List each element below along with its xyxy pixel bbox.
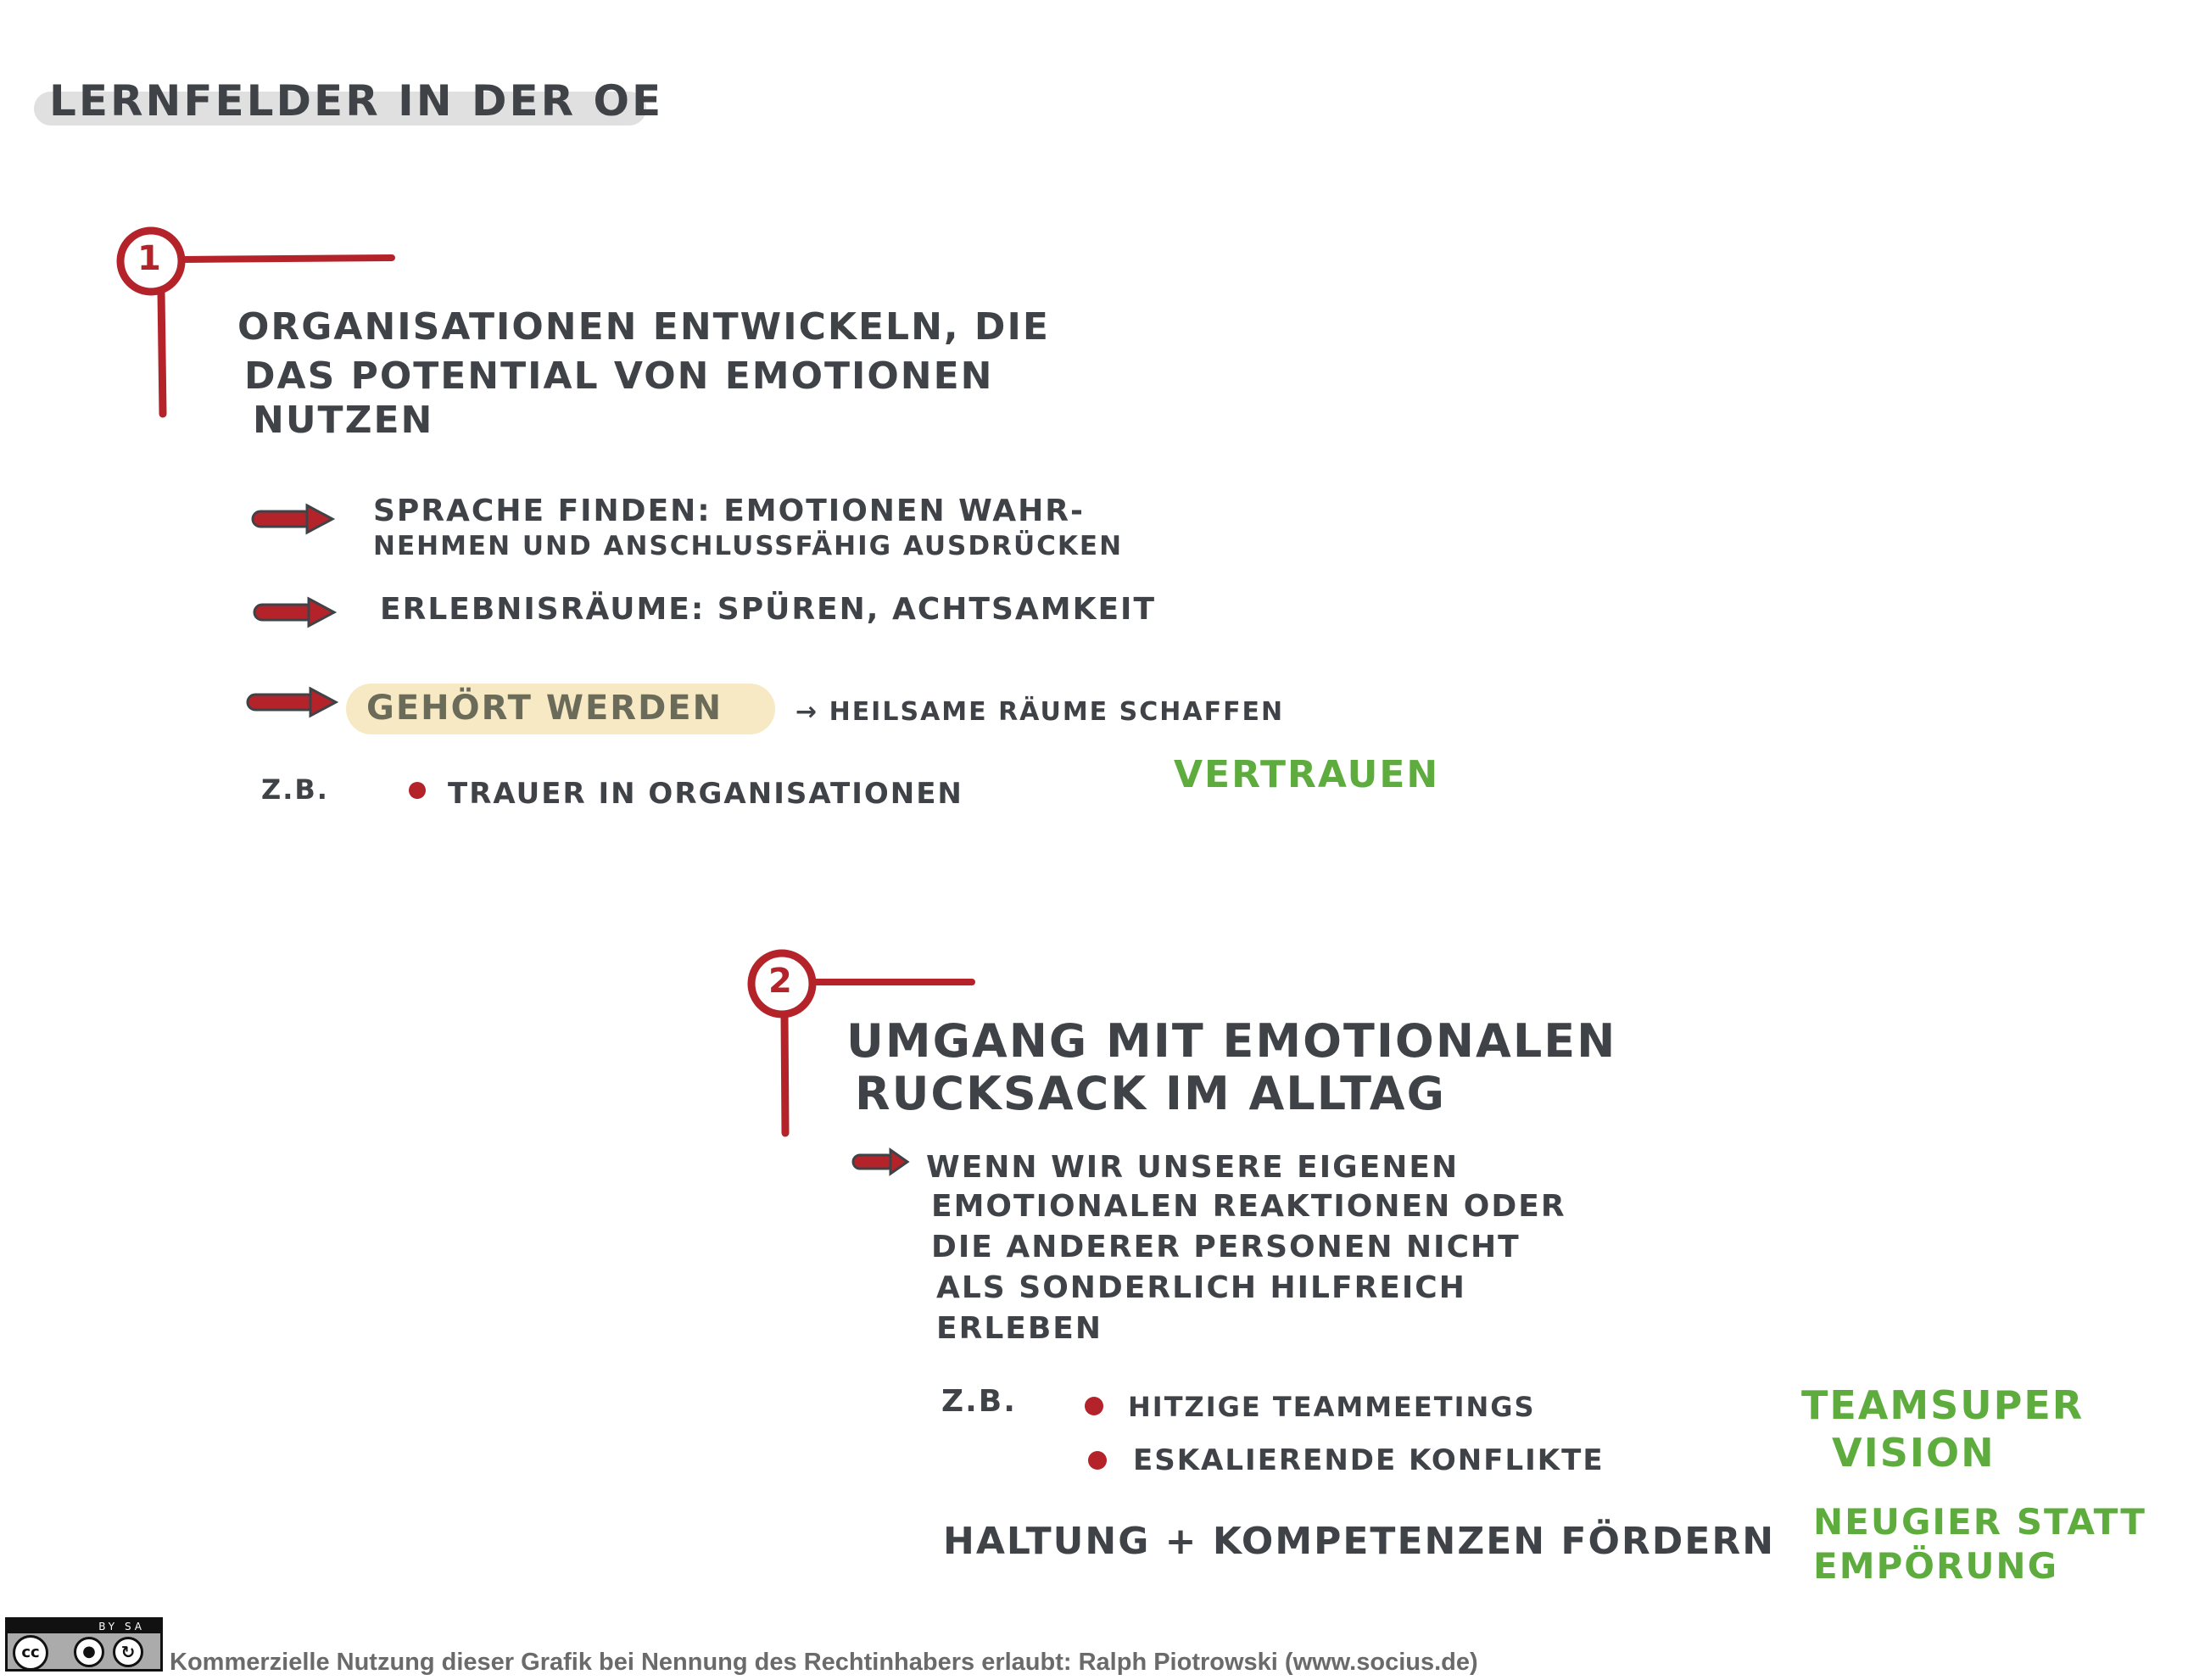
item-text: DIE ANDERER PERSONEN NICHT — [931, 1230, 1521, 1264]
example-text: HITZIGE TEAMMEETINGS — [1128, 1391, 1536, 1423]
cc-icon: cc — [13, 1635, 48, 1671]
bullet-icon — [1085, 1397, 1103, 1415]
bullet-icon — [1088, 1451, 1107, 1470]
item-text: WENN WIR UNSERE EIGENEN — [926, 1150, 1460, 1185]
green-note: EMPÖRUNG — [1813, 1545, 2059, 1587]
bullet-icon — [409, 782, 426, 799]
green-note: NEUGIER STATT — [1813, 1501, 2146, 1543]
example-label: Z.B. — [261, 773, 329, 806]
section-heading-line: ORGANISATIONEN ENTWICKELN, DIE — [237, 305, 1050, 349]
item-text: SPRACHE FINDEN: EMOTIONEN WAHR- — [373, 494, 1085, 528]
section-heading-line: DAS POTENTIAL VON EMOTIONEN — [244, 354, 994, 398]
item-text: ALS SONDERLICH HILFREICH — [936, 1270, 1466, 1305]
highlighted-text: GEHÖRT WERDEN — [366, 689, 723, 728]
item-text: ERLEBNISRÄUME: SPÜREN, ACHTSAMKEIT — [380, 592, 1157, 627]
arrow-icon — [248, 689, 336, 716]
item-text: NEHMEN UND ANSCHLUSSFÄHIG AUSDRÜCKEN — [373, 531, 1124, 561]
section-heading-line: RUCKSACK IM ALLTAG — [855, 1067, 1446, 1120]
arrow-icon — [853, 1150, 907, 1174]
arrow-icon — [254, 599, 334, 626]
section-heading-line: NUTZEN — [253, 399, 434, 442]
person-icon: ● — [74, 1637, 104, 1667]
green-note: VISION — [1832, 1430, 1996, 1476]
item-text: ERLEBEN — [936, 1311, 1103, 1346]
highlight-note: → HEILSAME RÄUME SCHAFFEN — [795, 697, 1285, 727]
section-number: 2 — [768, 962, 794, 1001]
example-text: ESKALIERENDE KONFLIKTE — [1133, 1443, 1605, 1477]
item-text: EMOTIONALEN REAKTIONEN ODER — [931, 1189, 1566, 1224]
license-badge — [5, 1617, 163, 1672]
license-text: Kommerzielle Nutzung dieser Grafik bei Nennung des Rechtinhabers erlaubt: Ralph Piotrowski (www.socius.de) — [170, 1649, 1478, 1676]
license-badge-label: BY SA — [8, 1620, 160, 1633]
section-number: 1 — [137, 239, 163, 278]
conclusion-text: HALTUNG + KOMPETENZEN FÖRDERN — [943, 1520, 1776, 1563]
example-text: TRAUER IN ORGANISATIONEN — [448, 777, 963, 811]
example-label: Z.B. — [941, 1384, 1017, 1419]
section-heading-line: UMGANG MIT EMOTIONALEN — [846, 1014, 1617, 1068]
green-note: TEAMSUPER — [1801, 1382, 2085, 1428]
page-title: LERNFELDER IN DER OE — [49, 76, 664, 126]
green-note: VERTRAUEN — [1174, 753, 1440, 796]
arrow-icon — [253, 505, 332, 533]
share-alike-icon: ↻ — [113, 1637, 143, 1667]
